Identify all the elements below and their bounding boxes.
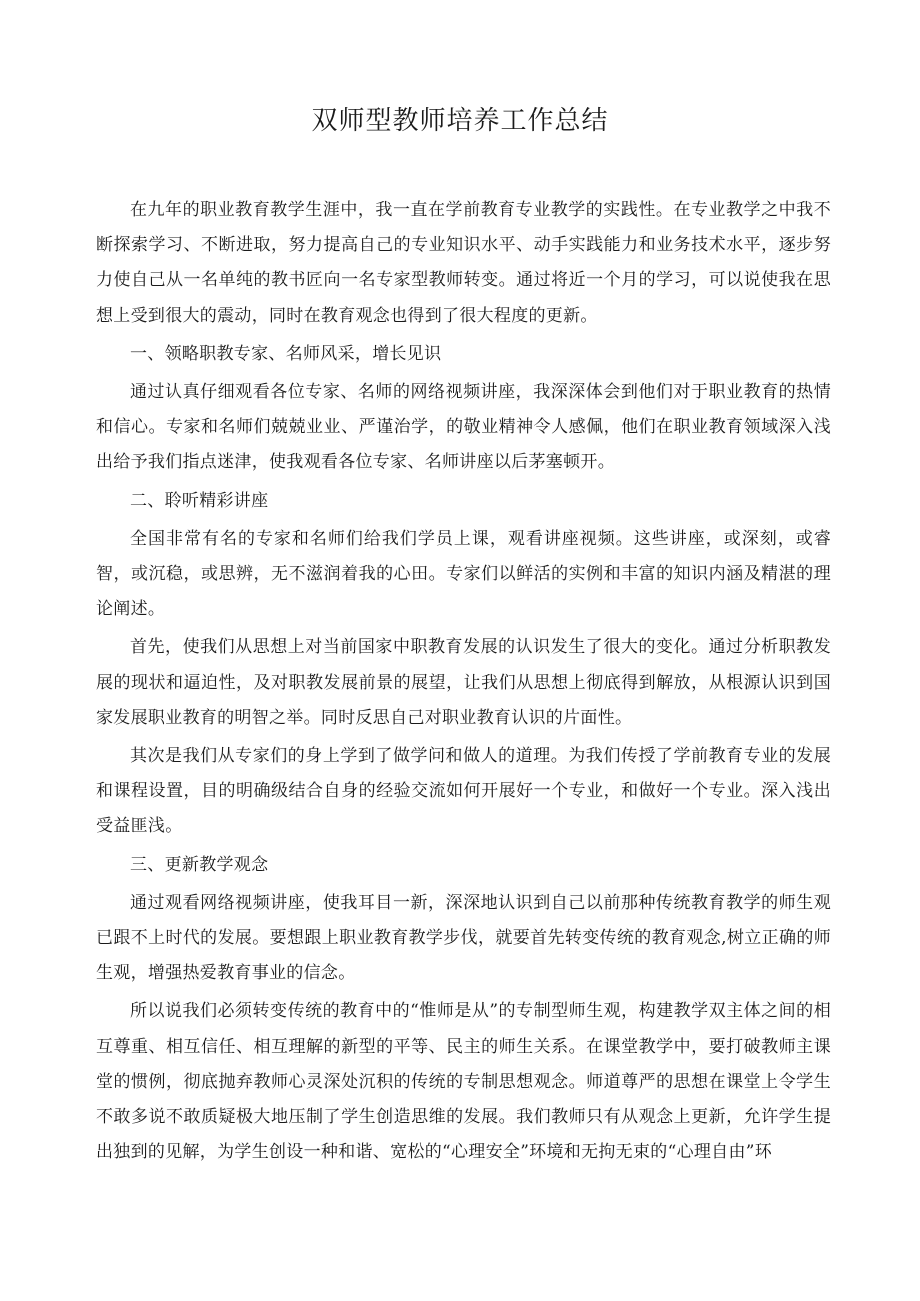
paragraph-concepts: 通过观看网络视频讲座，使我耳目一新，深深地认识到自己以前那种传统教育教学的师生观已跟不上时代的发展。要想跟上职业教育教学步伐，就要首先转变传统的教育观念,树立正确的师生观，增强热爱教育事业的信念。 [96, 892, 831, 984]
paragraph-section1: 通过认真仔细观看各位专家、名师的网络视频讲座，我深深体会到他们对于职业教育的热情和信心。专家和名师们兢兢业业、严谨治学，的敬业精神令人感佩，他们在职业教育领域深入浅出给予我们指点迷津，使我观看各位专家、名师讲座以后茅塞顿开。 [96, 382, 831, 473]
document-body [96, 193, 831, 1170]
paragraph-lectures: 全国非常有名的专家和名师们给我们学员上课，观看讲座视频。这些讲座，或深刻，或睿智，或沉稳，或思辨，无不滋润着我的心田。专家们以鲜活的实例和丰富的知识内涵及精湛的理论阐述。 [96, 528, 831, 620]
paragraph-intro: 在九年的职业教育教学生涯中，我一直在学前教育专业教学的实践性。在专业教学之中我不断探索学习、不断进取，努力提高自己的专业知识水平、动手实践能力和业务技术水平，逐步努力使自己从一名单纯的教书匠向一名专家型教师转变。通过将近一个月的学习，可以说使我在思想上受到很大的震动，同时在教育观念也得到了很大程度的更新。 [96, 200, 831, 326]
paragraph-first: 首先，使我们从思想上对当前国家中职教育发展的认识发生了很大的变化。通过分析职教发展的现状和逼迫性，及对职教发展前景的展望，让我们从思想上彻底得到解放，从根源认识到国家发展职业教育的明智之举。同时反思自己对职业教育认识的片面性。 [96, 637, 831, 728]
section-heading-1: 一、领略职教专家、名师风采，增长见识 [130, 343, 442, 364]
section-heading-3: 三、更新教学观念 [130, 854, 269, 875]
document-title: 双师型教师培养工作总结 [311, 106, 609, 136]
section-heading-2: 二、聆听精彩讲座 [130, 490, 269, 511]
paragraph-second: 其次是我们从专家们的身上学到了做学问和做人的道理。为我们传授了学前教育专业的发展和课程设置，目的明确级结合自身的经验交流如何开展好一个专业，和做好一个专业。深入浅出受益匪浅。 [96, 746, 831, 837]
paragraph-relationship: 所以说我们必须转变传统的教育中的“惟师是从”的专制型师生观，构建教学双主体之间的相互尊重、相互信任、相互理解的新型的平等、民主的师生关系。在课堂教学中，要打破教师主课堂的惯例，彻底抛弃教师心灵深处沉积的传统的专制思想观念。师道尊严的思想在课堂上令学生不敢多说不敢质疑极大地压制了学生创造思维的发展。我们教师只有从观念上更新，允许学生提出独到的见解，为学生创设一种和谐、宽松的“心理安全”环境和无拘无束的“心理自由”环 [96, 1001, 831, 1163]
